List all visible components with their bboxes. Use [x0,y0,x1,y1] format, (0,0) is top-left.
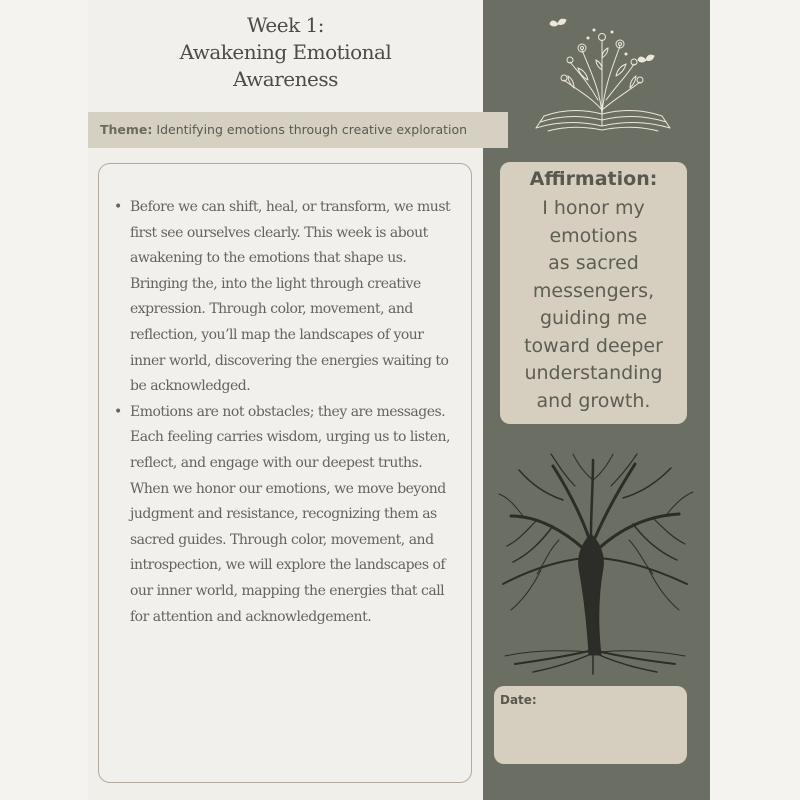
week-title [88,12,483,93]
content-bullets [118,195,458,630]
worksheet-page [88,0,710,800]
date-box[interactable] [494,686,687,764]
week-title-line-2: Awakening Emotional [179,40,392,64]
theme-text: Identifying emotions through creative exploration [156,122,468,137]
bullet-item: • Emotions are not obstacles; they are messages. Each feeling carries wisdom, urging us to listen, reflect, and engage with our deepest truths. When we honor our emotions, we move beyond judgment and resistance, recognizing them as sacred guides. Through color, movement, and introspection, we will explore the landscapes of our inner world, mapping the energies that call for attention and acknowledgement. [118,400,458,630]
affirmation-line: messengers, [532,279,655,302]
affirmation-line: and growth. [536,389,651,412]
theme-bar-extension [483,112,508,148]
bullet-item: • Before we can shift, heal, or transform, we must first see ourselves clearly. This week is about awakening to the emotions that shape us. Bringing the, into the light through creative expression. Through color, movement, and reflection, you’ll map the landscapes of your inner world, discovering the energies waiting to be acknowledged. [118,195,458,400]
theme-line [100,112,467,148]
affirmation-line: I honor my [542,197,645,219]
date-label: Date: [500,693,537,707]
theme-label: Theme: [100,122,153,137]
affirmation-line: as sacred [548,252,639,274]
affirmation-title: Affirmation: [529,168,658,190]
tree-of-life-icon [493,450,698,675]
book-with-flowers-icon [528,10,678,140]
affirmation-line: emotions [549,224,638,247]
header [88,0,483,112]
week-title-line-3: Awareness [233,67,338,91]
affirmation-box [500,162,687,424]
affirmation-line: understanding [524,362,663,384]
week-title-line-1: Week 1: [246,13,325,37]
affirmation-line: toward deeper [524,334,663,357]
affirmation-text [500,195,687,415]
affirmation-line: guiding me [539,307,648,329]
